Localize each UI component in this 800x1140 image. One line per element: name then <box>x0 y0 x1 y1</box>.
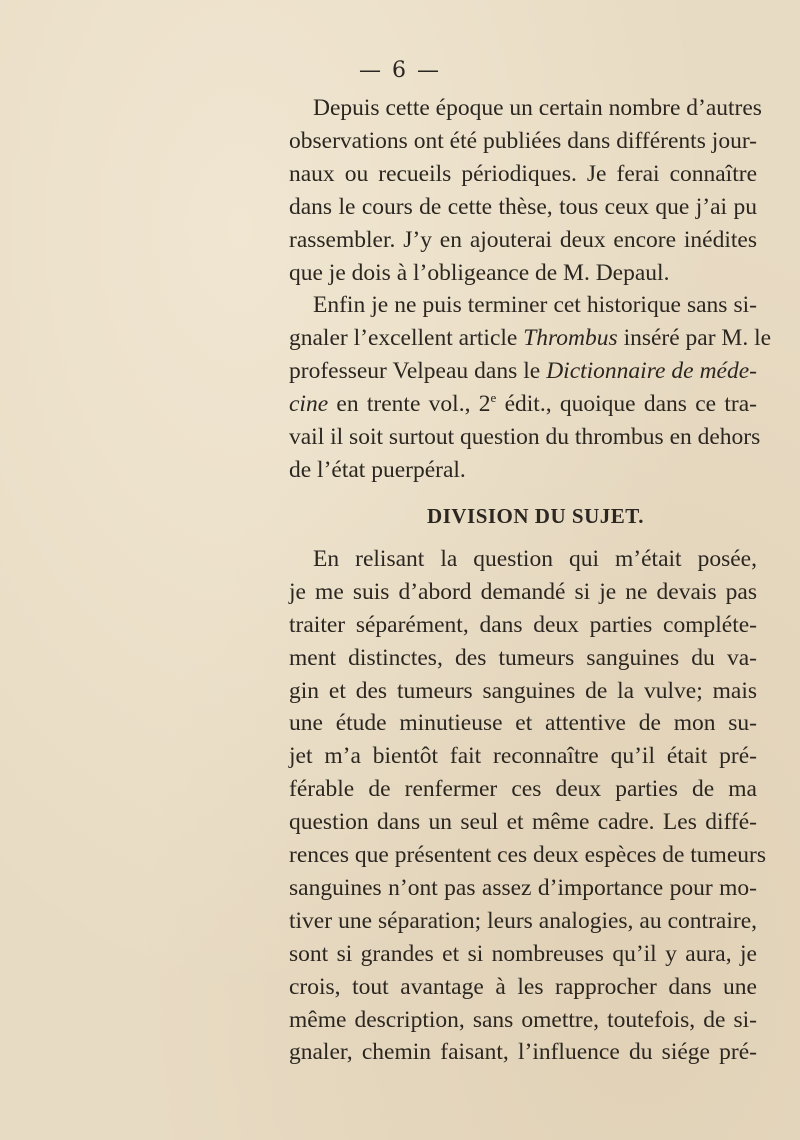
italic-title-dictionnaire-end: cine <box>289 391 329 418</box>
section-heading: DIVISION DU SUJET. <box>427 503 644 528</box>
text-line: je me suis d’abord demandé si je ne devais pas <box>289 578 757 605</box>
text-line: férable de renfermer ces deux parties de ma <box>289 776 757 803</box>
text-line: traiter séparément, dans deux parties compléte- <box>289 611 757 638</box>
paragraph-history-continued <box>289 92 762 289</box>
text-span: en trente vol., 2 <box>328 391 491 418</box>
superscript: e <box>490 390 497 406</box>
text-line: En relisant la question qui m’était posée, <box>313 545 757 572</box>
text-line: de l’état puerpéral. <box>289 456 466 483</box>
body-text <box>289 92 772 1069</box>
paragraph-velpeau <box>289 289 772 486</box>
text-line: observations ont été publiées dans différents jour- <box>289 127 757 154</box>
text-line: rassembler. J’y en ajouterai deux encore inédites <box>289 226 757 253</box>
italic-title-dictionnaire: Dictionnaire de méde- <box>546 358 757 385</box>
text-line <box>289 355 757 388</box>
text-line: question dans un seul et même cadre. Les diffé- <box>289 809 757 836</box>
text-line: vail il soit surtout question du thrombus en dehors <box>289 424 761 451</box>
text-line <box>289 388 757 421</box>
text-line: gnaler, chemin faisant, l’influence du siége pré- <box>289 1039 757 1066</box>
text-line: jet m’a bientôt fait reconnaître qu’il était pré- <box>289 743 757 770</box>
text-line: sanguines n’ont pas assez d’importance pour mo- <box>289 874 757 901</box>
paragraph-division <box>289 543 766 1070</box>
text-line: ment distinctes, des tumeurs sanguines du va- <box>289 644 757 671</box>
text-span: professeur Velpeau dans le <box>289 358 547 385</box>
text-line: tiver une séparation; leurs analogies, au contraire, <box>289 907 757 934</box>
text-line: Enfin je ne puis terminer cet historique sans si- <box>313 292 757 319</box>
text-span: gnaler l’excellent article <box>289 325 524 352</box>
text-line: même description, sans omettre, toutefois, de si- <box>289 1006 757 1033</box>
text-line: gin et des tumeurs sanguines de la vulve; mais <box>289 677 757 704</box>
text-line: rences que présentent ces deux espèces de tumeurs <box>289 842 766 869</box>
text-line <box>289 322 772 355</box>
text-line: sont si grandes et si nombreuses qu’il y aura, je <box>289 940 757 967</box>
text-line: dans le cours de cette thèse, tous ceux que j’ai pu <box>289 193 757 220</box>
text-line: crois, tout avantage à les rapprocher dans une <box>289 973 757 1000</box>
text-line: une étude minutieuse et attentive de mon su- <box>289 710 757 737</box>
text-line: Depuis cette époque un certain nombre d’autres <box>313 95 762 121</box>
text-span: inséré par M. le <box>617 325 772 352</box>
text-line: que je dois à l’obligeance de M. Depaul. <box>289 259 670 286</box>
italic-title-thrombus: Thrombus <box>523 325 618 352</box>
text-span: édit., quoique dans ce tra- <box>496 391 757 418</box>
page-number: — 6 — <box>359 58 441 83</box>
text-line: naux ou recueils périodiques. Je ferai connaître <box>289 160 757 187</box>
